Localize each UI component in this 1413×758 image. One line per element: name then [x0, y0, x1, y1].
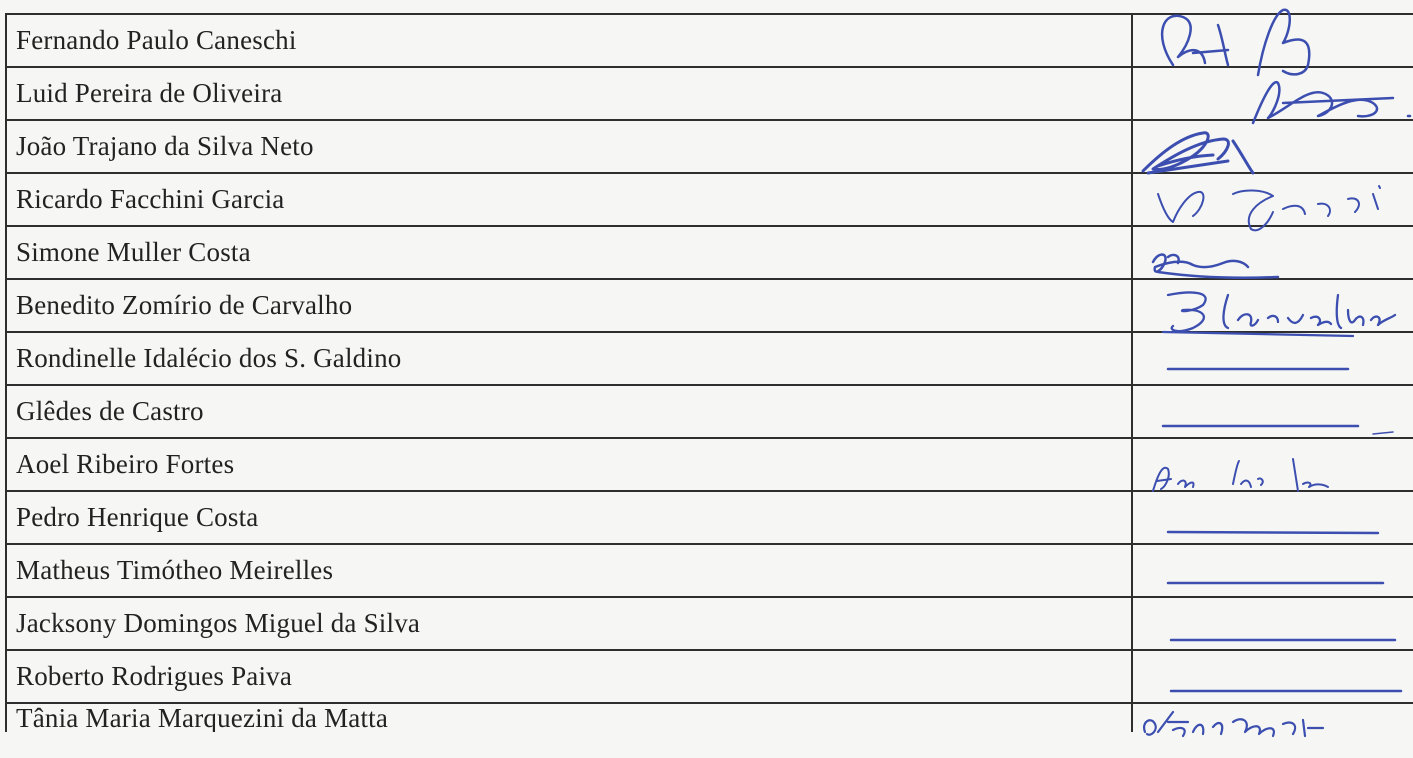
name-cell: Glêdes de Castro [6, 385, 1132, 438]
name-cell: Tânia Maria Marquezini da Matta [6, 703, 1132, 732]
handwritten-signature [1133, 702, 1413, 758]
name-cell: Matheus Timótheo Meirelles [6, 544, 1132, 597]
name-cell: Simone Muller Costa [6, 226, 1132, 279]
name-cell: Luid Pereira de Oliveira [6, 67, 1132, 120]
name-cell: João Trajano da Silva Neto [6, 120, 1132, 173]
table-row [6, 703, 1413, 732]
table-row [6, 650, 1413, 703]
attendance-table [5, 13, 1413, 732]
name-cell: Ricardo Facchini Garcia [6, 173, 1132, 226]
name-cell: Benedito Zomírio de Carvalho [6, 279, 1132, 332]
name-cell: Rondinelle Idalécio dos S. Galdino [6, 332, 1132, 385]
name-cell: Jacksony Domingos Miguel da Silva [6, 597, 1132, 650]
name-cell: Fernando Paulo Caneschi [6, 14, 1132, 67]
signature-line [1133, 641, 1413, 711]
name-cell: Pedro Henrique Costa [6, 491, 1132, 544]
name-cell: Roberto Rodrigues Paiva [6, 650, 1132, 703]
signature-cell [1132, 650, 1413, 703]
signature-cell [1132, 703, 1413, 732]
name-cell: Aoel Ribeiro Fortes [6, 438, 1132, 491]
